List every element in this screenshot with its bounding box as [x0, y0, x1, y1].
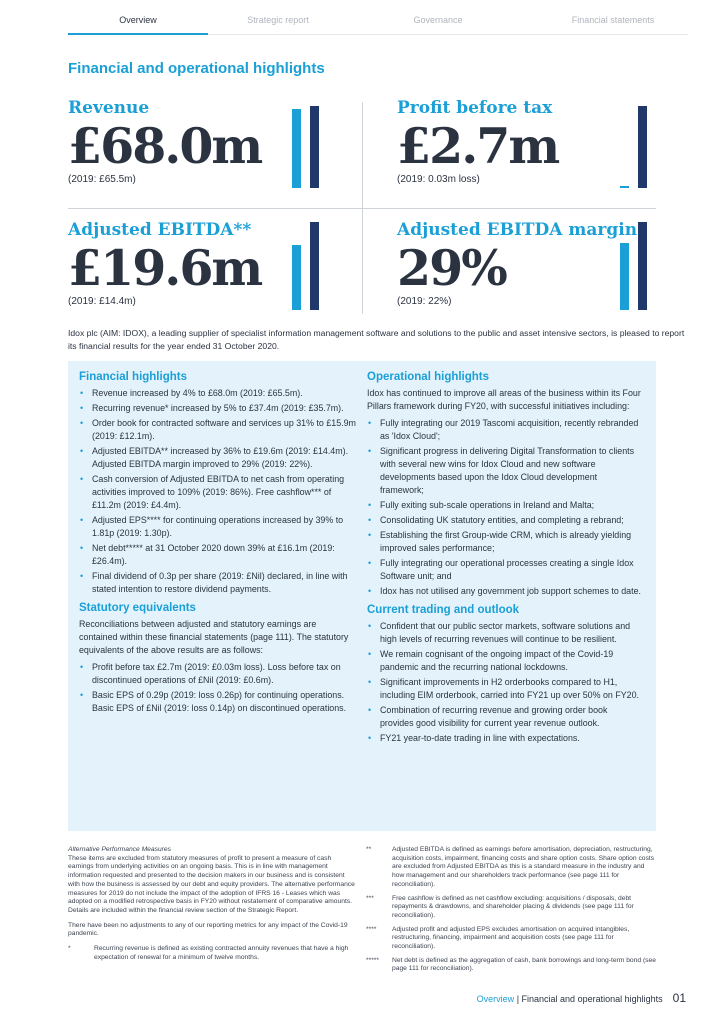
footnote	[68, 945, 358, 962]
chart-bar-2019	[292, 245, 301, 310]
list-item: • Consolidating UK statutory entities, and completing a rebrand;	[367, 514, 643, 527]
footnote-marker: *****	[366, 956, 380, 964]
list-item: • Order book for contracted software and services up 31% to £15.9m (2019: £12.1m).	[79, 417, 357, 443]
kpi-value: £68.0m	[68, 117, 262, 175]
kpi-comparison: (2019: 0.03m loss)	[397, 174, 480, 185]
kpi-comparison: (2019: £65.5m)	[68, 174, 136, 185]
kpi-label: Revenue	[68, 98, 150, 118]
list-item: • Net debt***** at 31 October 2020 down 39% at £16.1m (2019: £26.4m).	[79, 542, 357, 568]
chart-bar-2020	[638, 106, 647, 188]
active-tab-indicator	[68, 33, 208, 35]
footer-separator: |	[514, 994, 522, 1004]
financial-highlights-title: Financial highlights	[79, 371, 187, 383]
apm-body: These items are excluded from statutory measures of profit to present a measure of cash earnings from underlying activities on an ongoing basis. This is in line with management information requested and presented to the decision makers in our business and is consistent with how the business is assessed by our debt and equity providers. The alternative performance measures for 2019 do not include the impact of the adoption of IFRS 16 - Leases which was adopted on a modified retrospective basis in FY20 without restatement of comparative amounts. Details are included within the financial review section of the Strategic Report.	[68, 854, 355, 914]
operational-list	[367, 417, 643, 598]
list-item: • Final dividend of 0.3p per share (2019: £Nil) declared, in line with stated intention to restore dividend payments.	[79, 570, 357, 596]
list-item: • Fully integrating our operational processes creating a single Idox Software unit; and	[367, 557, 643, 583]
kpi-comparison: (2019: £14.4m)	[68, 296, 136, 307]
kpi-label: Adjusted EBITDA**	[68, 220, 252, 240]
footer-page-title: Financial and operational highlights	[521, 994, 663, 1004]
chart-bar-2019	[292, 109, 301, 188]
financial-highlights-list	[79, 387, 357, 596]
list-item: • Adjusted EPS**** for continuing operations increased by 39% to 1.81p (2019: 1.30p).	[79, 514, 357, 540]
footnote-text: Recurring revenue is defined as existing contracted annuity revenues that have a high expectation of renewal for a minimum of twelve months.	[94, 945, 349, 961]
list-item: • Basic EPS of 0.29p (2019: loss 0.26p) for continuing operations. Basic EPS of £Nil (2019: loss 0.14p) on discontinued operations.	[79, 689, 357, 715]
outlook-list	[367, 620, 643, 745]
tab-governance[interactable]: Governance	[413, 15, 463, 25]
list-item: • Establishing the first Group-wide CRM, which is already yielding improved sales performance;	[367, 529, 643, 555]
footnote-text: Adjusted EBITDA is defined as earnings before amortisation, depreciation, restructuring, acquisition costs, impairment, financing costs and share option costs. Share option costs are excluded from Adjusted EBITDA as this is a standard measure in the industry and how management and our shareholders track performance (see page 111 for reconciliation).	[392, 846, 655, 888]
list-item: • We remain cognisant of the ongoing impact of the Covid-19 pandemic and the recurring national lockdowns.	[367, 648, 643, 674]
footnotes-right	[366, 846, 656, 979]
page-footer	[477, 991, 686, 1005]
chart-bar-2019	[620, 243, 629, 310]
chart-bar-2020	[310, 222, 319, 310]
kpi-value: £2.7m	[397, 117, 559, 175]
footnote-text: Free cashflow is defined as net cashflow excluding: acquisitions / disposals, debt repayments & drawdowns, and shareholder placing & dividends (see page 111 for reconciliation).	[392, 894, 634, 919]
ebitda-mini-chart	[292, 222, 328, 310]
apm-title: Alternative Performance Measures	[68, 846, 171, 853]
footnote	[366, 926, 656, 952]
operational-highlights-title: Operational highlights	[367, 371, 490, 383]
footnote-marker: *	[68, 945, 71, 953]
footnote-marker: **	[366, 846, 372, 853]
chart-bar-2020	[638, 222, 647, 310]
operational-body: Idox has continued to improve all areas of the business within its Four Pillars framework during FY20, with successful initiatives including:	[367, 388, 641, 411]
list-item: • Recurring revenue* increased by 5% to £37.4m (2019: £35.7m).	[79, 402, 357, 415]
footnote	[366, 895, 656, 921]
statutory-list	[79, 661, 357, 715]
footnote	[366, 957, 656, 974]
footnote-marker: ****	[366, 925, 377, 933]
revenue-mini-chart	[292, 106, 328, 188]
list-item: • Profit before tax £2.7m (2019: £0.03m loss). Loss before tax on discontinued operations of £Nil (2019: £0.6m).	[79, 661, 357, 687]
list-item: • Cash conversion of Adjusted EBITDA to net cash from operating activities improved to 109% (2019: 86%). Free cashflow*** of £11.2m (2019: £4.4m).	[79, 473, 357, 512]
list-item: • Fully exiting sub-scale operations in Ireland and Malta;	[367, 499, 643, 512]
intro-paragraph: Idox plc (AIM: IDOX), a leading supplier of specialist information management software and solutions to the public and asset intensive sectors, is pleased to report its financial results for the year ended 31 October 2020.	[68, 328, 685, 351]
tab-strategic-report[interactable]: Strategic report	[247, 15, 309, 25]
footnote-text: Net debt is defined as the aggregation of cash, bank borrowings and long-term bond (see page 111 for reconciliation).	[392, 956, 656, 973]
outlook-title: Current trading and outlook	[367, 604, 520, 616]
list-item: • Idox has not utilised any government job support schemes to date.	[367, 585, 643, 598]
kpi-horizontal-divider	[68, 208, 656, 209]
page-number: 01	[672, 991, 686, 1005]
nav-divider	[208, 34, 688, 35]
footer-section-link[interactable]: Overview	[476, 994, 515, 1004]
kpi-label: Adjusted EBITDA margin	[397, 220, 638, 240]
chart-bar-2020	[310, 106, 319, 188]
kpi-comparison: (2019: 22%)	[397, 296, 452, 307]
statutory-body: Reconciliations between adjusted and statutory earnings are contained within these financial statements (page 111). The statutory equivalents of the above results are as follows:	[79, 619, 349, 655]
statutory-equivalents-title: Statutory equivalents	[79, 602, 196, 614]
page-title: Financial and operational highlights	[68, 60, 325, 77]
kpi-value: £19.6m	[68, 239, 262, 297]
list-item: • Revenue increased by 4% to £68.0m (2019: £65.5m).	[79, 387, 357, 400]
highlights-panel	[68, 361, 656, 831]
list-item: • Confident that our public sector markets, software solutions and high levels of recurring revenues will continue to be resilient.	[367, 620, 643, 646]
list-item: • Adjusted EBITDA** increased by 36% to £19.6m (2019: £14.4m). Adjusted EBITDA margin improved to 29% (2019: 22%).	[79, 445, 357, 471]
profit-mini-chart	[620, 106, 656, 188]
kpi-value: 29%	[397, 239, 506, 297]
footnote	[366, 846, 656, 890]
list-item: • Significant progress in delivering Digital Transformation to clients with several new wins for Idox Cloud and new software developments based upon the Idox Cloud development framework;	[367, 445, 643, 497]
tab-financial-statements[interactable]: Financial statements	[571, 15, 655, 25]
list-item: • Significant improvements in H2 orderbooks compared to H1, including EIM orderbook, carried into FY21 up over 50% on FY20.	[367, 676, 643, 702]
tab-overview[interactable]: Overview	[119, 15, 157, 25]
no-adjustments-note: There have been no adjustments to any of our reporting metrics for any impact of the Covid-19 pandemic.	[68, 921, 348, 938]
footnote-marker: ***	[366, 894, 374, 902]
kpi-label: Profit before tax	[397, 98, 553, 118]
top-navigation	[68, 0, 688, 36]
chart-bar-2019	[620, 186, 629, 188]
footnote-text: Adjusted profit and adjusted EPS excludes amortisation on acquired intangibles, restructuring, financing, impairment and acquisition costs (see page 111 for reconciliation).	[392, 925, 630, 951]
left-column	[79, 371, 357, 721]
right-column	[367, 371, 643, 751]
list-item: • Fully integrating our 2019 Tascomi acquisition, recently rebranded as 'Idox Cloud';	[367, 417, 643, 443]
list-item: • FY21 year-to-date trading in line with expectations.	[367, 732, 643, 745]
list-item: • Combination of recurring revenue and growing order book provides good visibility for current year revenue outlook.	[367, 704, 643, 730]
margin-mini-chart	[620, 222, 656, 310]
footnotes-left	[68, 846, 358, 967]
